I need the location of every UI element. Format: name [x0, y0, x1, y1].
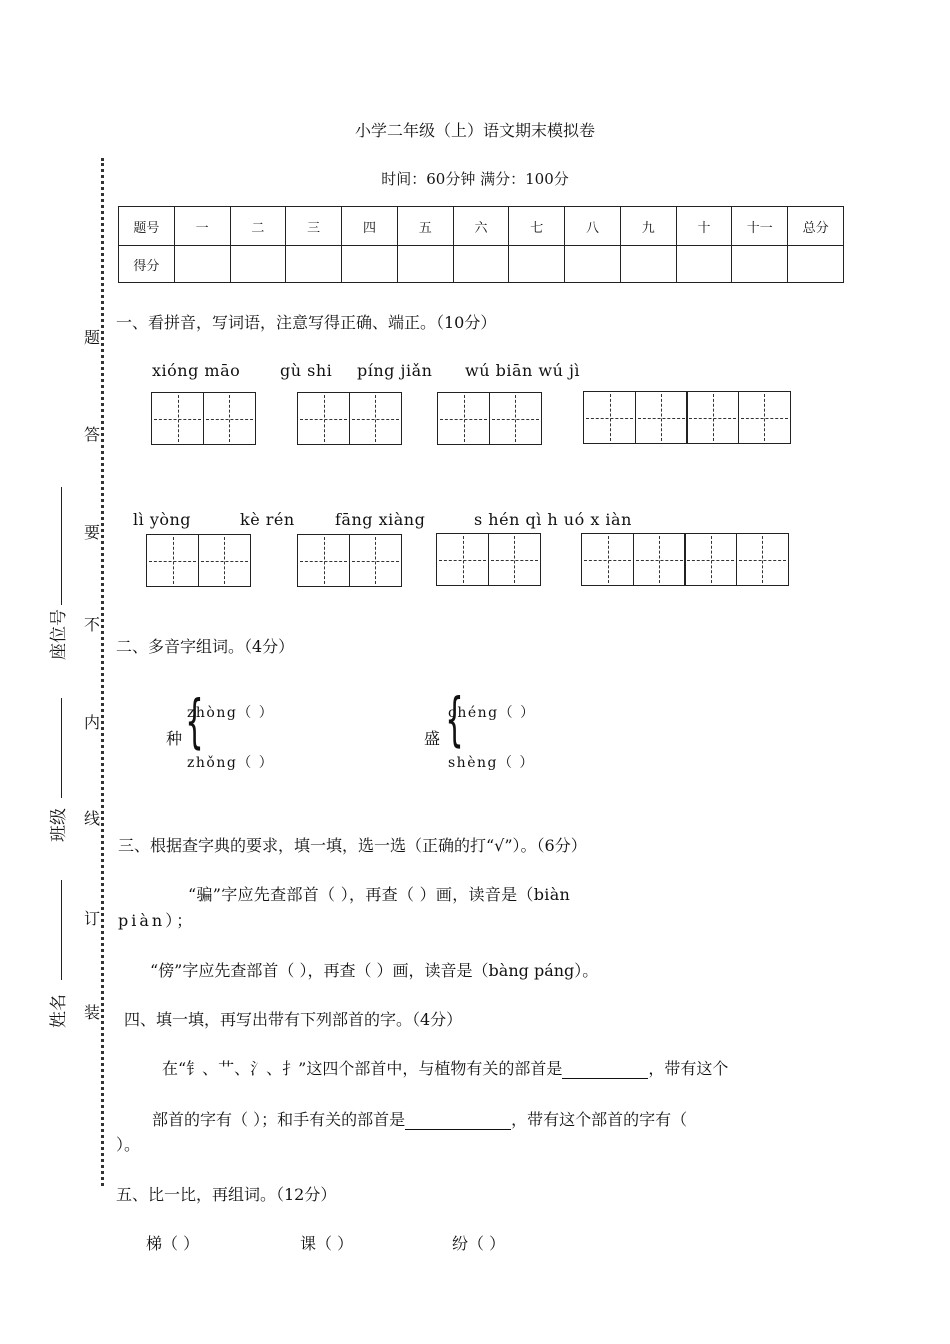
- col-header: 三: [286, 207, 342, 246]
- col-header: 二: [230, 207, 286, 246]
- pinyin: gù shi: [280, 361, 333, 380]
- compare-item[interactable]: 梯（ ）: [146, 1234, 200, 1253]
- grid-cell[interactable]: [684, 533, 737, 586]
- brace-icon: {: [445, 685, 464, 753]
- polyphone-char: 种: [166, 729, 183, 748]
- pinyin-option[interactable]: shèng（ ）: [448, 755, 535, 771]
- grid-cell[interactable]: [736, 533, 789, 586]
- class-field[interactable]: [61, 698, 62, 798]
- pinyin: kè rén: [240, 510, 295, 529]
- grid-cell[interactable]: [198, 534, 251, 587]
- q3-line1-cont: piàn）；: [118, 911, 196, 930]
- col-header: 十: [676, 207, 732, 246]
- writing-grid[interactable]: [146, 534, 251, 587]
- grid-cell[interactable]: [146, 534, 199, 587]
- col-header: 十一: [732, 207, 788, 246]
- writing-grid[interactable]: [151, 392, 256, 445]
- q4-line2-text: ，带有这个部首的字有（: [511, 1110, 688, 1129]
- grid-cell[interactable]: [297, 392, 350, 445]
- score-cell[interactable]: [732, 246, 788, 283]
- q3-line1: “骗”字应先查部首（ ），再查（ ）画，读音是（biàn: [188, 885, 571, 904]
- grid-cell[interactable]: [489, 392, 542, 445]
- exam-info: 时间：60分钟 满分：100分: [381, 170, 569, 188]
- grid-cell[interactable]: [297, 534, 350, 587]
- grid-cell[interactable]: [151, 392, 204, 445]
- pinyin-option[interactable]: zhòng（ ）: [187, 705, 275, 721]
- grid-cell[interactable]: [437, 392, 490, 445]
- col-header: 七: [509, 207, 565, 246]
- col-header: 五: [397, 207, 453, 246]
- pinyin-option[interactable]: chéng（ ）: [448, 705, 536, 721]
- col-header: 九: [620, 207, 676, 246]
- q4-line1-text: 在“钅、艹、氵、扌”这四个部首中，与植物有关的部首是: [162, 1059, 563, 1078]
- grid-cell[interactable]: [633, 533, 686, 586]
- score-cell[interactable]: [788, 246, 844, 283]
- col-header: 一: [174, 207, 230, 246]
- grid-cell[interactable]: [203, 392, 256, 445]
- writing-grid[interactable]: [581, 533, 789, 586]
- grid-cell[interactable]: [635, 391, 688, 444]
- score-cell[interactable]: [342, 246, 398, 283]
- pinyin: xióng māo: [152, 361, 241, 380]
- grid-cell[interactable]: [686, 391, 739, 444]
- writing-grid[interactable]: [437, 392, 542, 445]
- grid-cell[interactable]: [349, 392, 402, 445]
- grid-cell[interactable]: [349, 534, 402, 587]
- binding-char: 订: [84, 909, 101, 928]
- polyphone-char: 盛: [424, 729, 441, 748]
- binding-dotted-line: [101, 158, 104, 1186]
- q4-heading: 四、填一填，再写出带有下列部首的字。（4分）: [124, 1010, 463, 1029]
- binding-char: 内: [84, 713, 101, 732]
- pinyin: lì yòng: [133, 510, 192, 529]
- binding-char: 答: [84, 425, 101, 444]
- seat-number-label: 座位号: [49, 609, 69, 660]
- q3-line2: “傍”字应先查部首（ ），再查（ ）画，读音是（bàng páng）。: [150, 961, 599, 980]
- q4-line2-text: 部首的字有（ ）；和手有关的部首是: [152, 1110, 406, 1129]
- page-title: 小学二年级（上）语文期末模拟卷: [354, 121, 595, 140]
- answer-blank[interactable]: [562, 1059, 648, 1079]
- class-label: 班级: [49, 808, 69, 842]
- grid-cell[interactable]: [436, 533, 489, 586]
- score-table-header-row: [119, 207, 844, 246]
- q3-heading: 三、根据查字典的要求，填一填，选一选（正确的打“√”）。（6分）: [118, 836, 587, 855]
- score-table: [118, 206, 844, 283]
- pinyin-option[interactable]: zhǒng（ ）: [187, 755, 275, 771]
- compare-item[interactable]: 课（ ）: [300, 1234, 354, 1253]
- binding-char: 线: [84, 809, 101, 828]
- row-header: 题号: [119, 207, 175, 246]
- q2-heading: 二、多音字组词。（4分）: [116, 637, 295, 656]
- grid-cell[interactable]: [581, 533, 634, 586]
- brace-icon: {: [185, 687, 204, 755]
- writing-grid[interactable]: [297, 534, 402, 587]
- score-cell[interactable]: [286, 246, 342, 283]
- q4-line2: [152, 1107, 687, 1130]
- q4-line1-text: ，带有这个: [648, 1059, 729, 1078]
- q4-line3: ）。: [116, 1135, 141, 1154]
- answer-blank[interactable]: [405, 1110, 511, 1130]
- writing-grid[interactable]: [583, 391, 791, 444]
- score-cell[interactable]: [397, 246, 453, 283]
- score-cell[interactable]: [230, 246, 286, 283]
- binding-char: 装: [84, 1003, 101, 1022]
- pinyin: wú biān wú jì: [465, 361, 581, 380]
- binding-char: 题: [84, 328, 101, 347]
- score-cell[interactable]: [565, 246, 621, 283]
- q4-line1: [162, 1056, 728, 1079]
- compare-item[interactable]: 纷（ ）: [452, 1234, 506, 1253]
- q5-heading: 五、比一比，再组词。（12分）: [116, 1185, 337, 1204]
- name-label: 姓名: [49, 994, 69, 1028]
- score-cell[interactable]: [676, 246, 732, 283]
- seat-number-field[interactable]: [61, 487, 62, 605]
- col-header: 总分: [788, 207, 844, 246]
- col-header: 六: [453, 207, 509, 246]
- col-header: 八: [565, 207, 621, 246]
- binding-char: 要: [84, 523, 101, 542]
- grid-cell[interactable]: [738, 391, 791, 444]
- writing-grid[interactable]: [436, 533, 541, 586]
- name-field[interactable]: [61, 880, 62, 980]
- q1-heading: 一、看拼音，写词语，注意写得正确、端正。（10分）: [116, 313, 497, 332]
- grid-cell[interactable]: [488, 533, 541, 586]
- writing-grid[interactable]: [297, 392, 402, 445]
- score-cell[interactable]: [620, 246, 676, 283]
- score-table-score-row: [119, 246, 844, 283]
- score-cell[interactable]: [509, 246, 565, 283]
- grid-cell[interactable]: [583, 391, 636, 444]
- score-cell[interactable]: [453, 246, 509, 283]
- col-header: 四: [342, 207, 398, 246]
- binding-char: 不: [84, 615, 101, 634]
- pinyin: s hén qì h uó x iàn: [474, 510, 632, 529]
- pinyin: píng jiǎn: [357, 361, 433, 380]
- score-label: 得分: [119, 246, 175, 283]
- score-cell[interactable]: [174, 246, 230, 283]
- pinyin: fāng xiàng: [335, 510, 426, 529]
